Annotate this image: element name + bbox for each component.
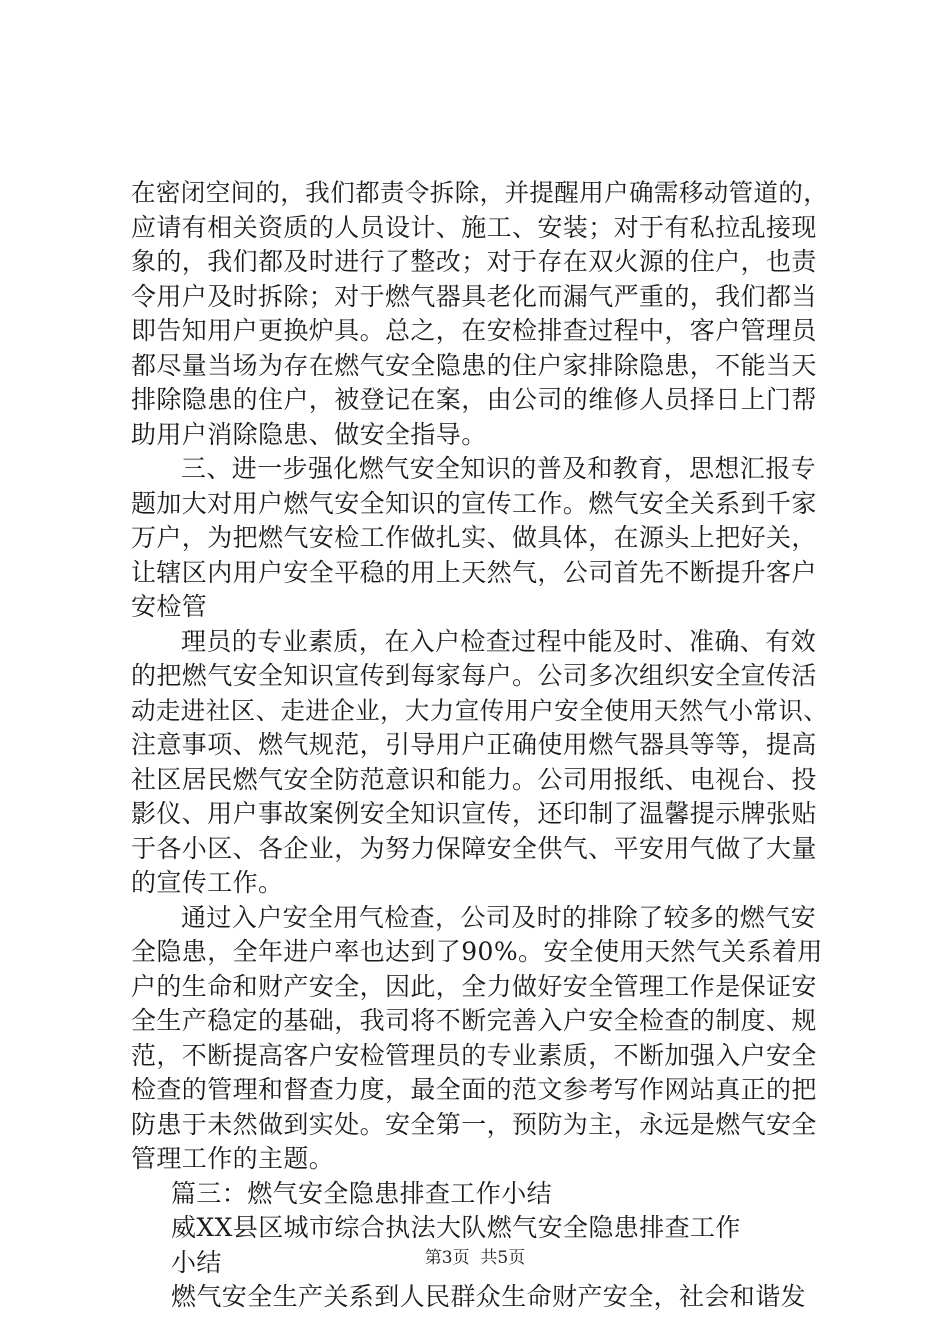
text-line: 象的，我们都及时进行了整改；对于存在双火源的住户，也责	[131, 247, 817, 276]
text-line: 燃气安全生产关系到人民群众生命财产安全，社会和谐发	[171, 1282, 807, 1311]
text-line: 的把燃气安全知识宣传到每家每户。公司多次组织安全宣传活	[131, 661, 817, 690]
page-footer	[0, 1243, 950, 1268]
text-line: 防患于未然做到实处。安全第一，预防为主，永远是燃气安全	[131, 1109, 817, 1139]
document-body	[131, 176, 831, 1315]
text-line: 即告知用户更换炉具。总之，在安检排查过程中，客户管理员	[131, 316, 817, 345]
text-line: 令用户及时拆除；对于燃气器具老化而漏气严重的，我们都当	[131, 281, 817, 311]
article-title: 威XX县区城市综合执法大队燃气安全隐患排查工作	[171, 1213, 741, 1242]
text-line: 管理工作的主题。	[131, 1144, 335, 1173]
text-line: 应请有相关资质的人员设计、施工、安装；对于有私拉乱接现	[131, 212, 817, 242]
text-line: 排除隐患的住户，被登记在案，由公司的维修人员择日上门帮	[131, 385, 817, 414]
chapter-heading: 篇三：燃气安全隐患排查工作小结	[171, 1178, 553, 1208]
text-line: 动走进社区、走进企业，大力宣传用户安全使用天然气小常识、	[131, 695, 829, 725]
text-line: 的宣传工作。	[131, 868, 284, 897]
text-line: 户的生命和财产安全，因此，全力做好安全管理工作是保证安	[131, 971, 817, 1001]
paragraph-start-line: 理员的专业素质，在入户检查过程中能及时、准确、有效	[181, 626, 817, 656]
article-title-continued: 小结	[171, 1247, 222, 1277]
text-line: 于各小区、各企业，为努力保障安全供气、平安用气做了大量	[131, 833, 817, 863]
text-line: 影仪、用户事故案例安全知识宣传，还印制了温馨提示牌张贴	[131, 799, 817, 828]
text-line: 万户，为把燃气安检工作做扎实、做具体，在源头上把好关，	[131, 523, 817, 552]
text-line: 注意事项、燃气规范，引导用户正确使用燃气器具等等，提高	[131, 730, 817, 759]
text-line: 社区居民燃气安全防范意识和能力。公司用报纸、电视台、投	[131, 764, 817, 794]
text-line: 全隐患，全年进户率也达到了90%。安全使用天然气关系着用	[131, 937, 823, 966]
text-line: 让辖区内用户安全平稳的用上天然气，公司首先不断提升客户	[131, 557, 817, 587]
paragraph-start-line: 通过入户安全用气检查，公司及时的排除了较多的燃气安	[181, 902, 817, 932]
text-line: 题加大对用户燃气安全知识的宣传工作。燃气安全关系到千家	[131, 488, 817, 518]
text-line: 检查的管理和督查力度，最全面的范文参考写作网站真正的把	[131, 1075, 817, 1104]
text-line: 都尽量当场为存在燃气安全隐患的住户家排除隐患，不能当天	[131, 350, 817, 380]
text-line: 安检管	[131, 592, 208, 621]
text-line: 全生产稳定的基础，我司将不断完善入户安全检查的制度、规	[131, 1006, 817, 1035]
page-number-label: 第3页 共5页	[424, 1248, 526, 1268]
section-heading-line: 三、进一步强化燃气安全知识的普及和教育，思想汇报专	[181, 454, 817, 483]
text-line: 范，不断提高客户安检管理员的专业素质，不断加强入户安全	[131, 1040, 817, 1070]
text-line: 助用户消除隐患、做安全指导。	[131, 419, 487, 449]
text-line: 在密闭空间的，我们都责令拆除，并提醒用户确需移动管道的，	[131, 178, 829, 207]
